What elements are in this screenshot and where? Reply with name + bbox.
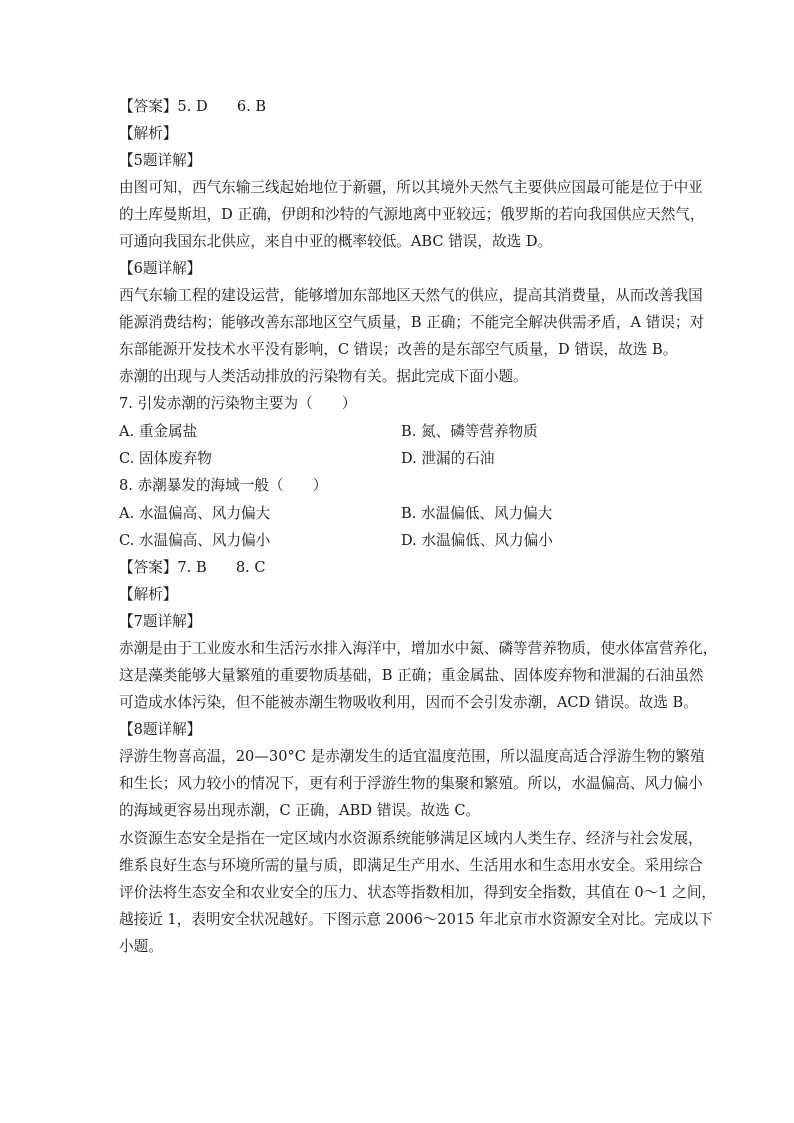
water-passage-line-4: 越接近 1，表明安全状况越好。下图示意 2006～2015 年北京市水资源安全对比。完成以下 <box>119 911 713 928</box>
q8-stem: 8. 赤潮暴发的海域一般（ ） <box>119 477 328 494</box>
water-passage-line-1: 水资源生态安全是指在一定区域内水资源系统能够满足区域内人类生存、经济与社会发展， <box>119 830 703 847</box>
q7-stem: 7. 引发赤潮的污染物主要为（ ） <box>119 395 357 412</box>
q8-option-c: C. 水温偏高、风力偏小 <box>119 532 271 549</box>
analysis-label: 【解析】 <box>119 125 178 142</box>
q5-detail-line-3: 可通向我国东北供应，来自中亚的概率较低。ABC 错误，故选 D。 <box>119 233 553 250</box>
q8-option-d: D. 水温偏低、风力偏小 <box>401 532 553 549</box>
q8-detail-line-2: 和生长；风力较小的情况下，更有利于浮游生物的集聚和繁殖。所以，水温偏高、风力偏小 <box>119 775 703 792</box>
q6-detail-line-2: 能源消费结构；能够改善东部地区空气质量，B 正确；不能完全解决供需矛盾，A 错误；对 <box>119 314 705 331</box>
q7-detail-line-1: 赤潮是由于工业废水和生活污水排入海洋中，增加水中氮、磷等营养物质，使水体富营养化， <box>119 640 718 657</box>
water-passage-line-3: 评价法将生态安全和农业安全的压力、状态等指数相加，得到安全指数，其值在 0～1 之间， <box>119 884 717 901</box>
q8-detail-label: 【8题详解】 <box>119 721 202 738</box>
q8-detail-line-1: 浮游生物喜高温，20—30°C 是赤潮发生的适宜温度范围，所以温度高适合浮游生物的繁殖 <box>119 748 705 765</box>
q7-detail-label: 【7题详解】 <box>119 613 202 630</box>
q5-detail-label: 【5题详解】 <box>119 152 202 169</box>
q7-detail-line-2: 这是藻类能够大量繁殖的重要物质基础，B 正确；重金属盐、固体废弃物和泄漏的石油虽然 <box>119 667 704 684</box>
q7-option-d: D. 泄漏的石油 <box>401 450 495 467</box>
answer-5-6: 【答案】5. D 6. B <box>119 98 267 115</box>
q5-detail-line-1: 由图可知，西气东输三线起始地位于新疆，所以其境外天然气主要供应国最可能是位于中亚 <box>119 179 703 196</box>
q5-detail-line-2: 的土库曼斯坦，D 正确，伊朗和沙特的气源地离中亚较远；俄罗斯的若向我国供应天然气， <box>119 206 705 223</box>
q6-detail-label: 【6题详解】 <box>119 260 202 277</box>
red-tide-intro: 赤潮的出现与人类活动排放的污染物有关。据此完成下面小题。 <box>119 368 528 385</box>
q6-detail-line-1: 西气东输工程的建设运营，能够增加东部地区天然气的供应，提高其消费量，从而改善我国 <box>119 287 703 304</box>
q8-detail-line-3: 的海域更容易出现赤潮，C 正确，ABD 错误。故选 C。 <box>119 802 481 819</box>
q7-option-c: C. 固体废弃物 <box>119 450 212 467</box>
water-passage-line-5: 小题。 <box>119 938 163 955</box>
q7-option-b: B. 氮、磷等营养物质 <box>401 423 538 440</box>
analysis-label-2: 【解析】 <box>119 586 178 603</box>
q6-detail-line-3: 东部能源开发技术水平没有影响，C 错误；改善的是东部空气质量，D 错误，故选 B。 <box>119 341 678 358</box>
q7-option-a: A. 重金属盐 <box>119 423 198 440</box>
q7-detail-line-3: 可造成水体污染，但不能被赤潮生物吸收利用，因而不会引发赤潮，ACD 错误。故选 B。 <box>119 694 698 711</box>
answer-7-8: 【答案】7. B 8. C <box>119 559 266 576</box>
q8-option-a: A. 水温偏高、风力偏大 <box>119 505 271 522</box>
q8-option-b: B. 水温偏低、风力偏大 <box>401 505 553 522</box>
water-passage-line-2: 维系良好生态与环境所需的量与质，即满足生产用水、生活用水和生态用水安全。采用综合 <box>119 857 703 874</box>
